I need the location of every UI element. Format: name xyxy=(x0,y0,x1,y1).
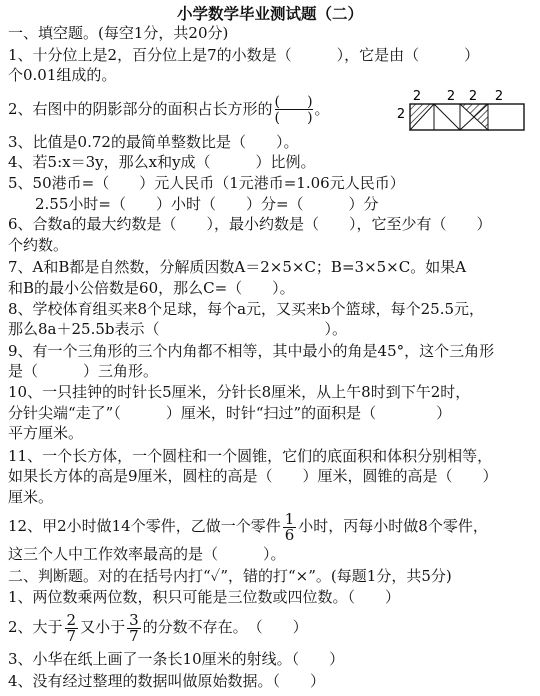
fraction-denominator: 6 xyxy=(284,525,295,544)
question-9-line-1: 9、有一个三角形的三个内角都不相等，其中最小的角是45°，这个三角形 xyxy=(8,342,495,360)
question-5-line-1: 5、50港币=（ ）元人民币（1元港币=1.06元人民币） xyxy=(8,174,405,192)
fraction-denominator: 7 xyxy=(66,626,77,645)
question-7-line-1: 7、A和B都是自然数，分解质因数A＝2×5×C；B=3×5×C。如果A xyxy=(8,258,467,276)
question-6-line-1: 6、合数a的最大约数是（ ），最小约数是（ ），它至少有（ ） xyxy=(8,215,492,233)
judgement-1: 1、两位数乘两位数，积只可能是三位数或四位数。（ ） xyxy=(8,588,401,606)
blank-fraction: ( ) ( ) xyxy=(274,94,313,126)
shaded-triangle-left xyxy=(410,104,434,130)
question-11-line-3: 厘米。 xyxy=(8,488,54,506)
judgement-2-end: 的分数不存在。 （ ） xyxy=(142,618,308,636)
question-2-text: 2、右图中的阴影部分的面积占长方形的 xyxy=(8,100,273,118)
figure-left-label: 2 xyxy=(396,107,406,122)
fraction-one-sixth xyxy=(283,509,297,544)
question-2-end: 。 xyxy=(314,100,330,118)
fraction-two-sevenths xyxy=(65,610,79,645)
question-5-line-2: 2.55小时=（ ）小时（ ）分=（ ）分 xyxy=(35,195,379,213)
question-7-line-2: 和B的最小公倍数是60，那么C=（ ）。 xyxy=(8,279,295,297)
judgement-2 xyxy=(8,610,308,644)
judgement-3: 3、小华在纸上画了一条长10厘米的射线。（ ） xyxy=(8,650,345,668)
figure-top-label: 2 xyxy=(446,89,456,104)
question-12-text: 12、甲2小时做14个零件，乙做一个零件 xyxy=(8,517,281,535)
question-11-line-2: 如果长方体的高是9厘米，圆柱的高是（ ）厘米，圆锥的高是（ ） xyxy=(8,467,498,485)
question-11-line-1: 11、一个长方体，一个圆柱和一个圆锥，它们的底面积和体积分别相等， xyxy=(8,447,493,465)
judgement-2-mid: 又小于 xyxy=(80,618,126,636)
page-title: 小学数学毕业测试题（二） xyxy=(176,4,363,23)
question-2 xyxy=(8,95,330,125)
fraction-numerator: 2 xyxy=(66,610,77,629)
question-6-line-2: 个约数。 xyxy=(8,236,69,254)
question-10-line-3: 平方厘米。 xyxy=(8,424,84,442)
fraction-denominator: 7 xyxy=(129,626,139,645)
shaded-rectangle-figure xyxy=(396,88,528,134)
question-10-line-1: 10、一只挂钟的时针长5厘米，分针长8厘米，从上午8时到下午2时， xyxy=(8,383,471,401)
question-12-text-end: 小时，丙每小时做8个零件， xyxy=(298,517,488,535)
fraction-numerator: 1 xyxy=(284,509,295,528)
figure-top-label: 2 xyxy=(412,89,422,104)
question-12-line-1 xyxy=(8,510,488,543)
question-3: 3、比值是0.72的最简单整数比是（ ）。 xyxy=(8,133,299,151)
section-1-heading: 一、填空题。(每空1分，共20分) xyxy=(8,24,229,42)
figure-top-label: 2 xyxy=(468,89,478,104)
judgement-4: 4、没有经过整理的数据叫做原始数据。（ ） xyxy=(8,672,326,690)
section-2-heading: 二、判断题。对的在括号内打“✓”，错的打“×”。(每题1分，共5分) xyxy=(8,567,452,585)
question-8-line-2: 那么8a＋25.5b表示（ ）。 xyxy=(8,320,347,338)
fraction-numerator: 3 xyxy=(129,610,139,629)
question-12-line-2: 这三个人中工作效率最高的是（ ）。 xyxy=(8,545,286,563)
question-1-line-2: 个0.01组成的。 xyxy=(8,66,117,84)
fraction-three-sevenths xyxy=(127,610,141,645)
question-8-line-1: 8、学校体育组买来8个足球，每个a元，又买来b个篮球，每个25.5元， xyxy=(8,300,485,318)
question-1-line-1: 1、十分位上是2，百分位上是7的小数是（ ），它是由（ ） xyxy=(8,46,480,64)
judgement-2-text: 2、大于 xyxy=(8,618,63,636)
question-4: 4、若5:x＝3y，那么x和y成（ ）比例。 xyxy=(8,153,316,171)
question-10-line-2: 分针尖端“走了”（ ）厘米，时针“扫过”的面积是（ ） xyxy=(8,404,452,422)
question-9-line-2: 是（ ）三角形。 xyxy=(8,362,159,380)
figure-top-label: 2 xyxy=(494,89,504,104)
